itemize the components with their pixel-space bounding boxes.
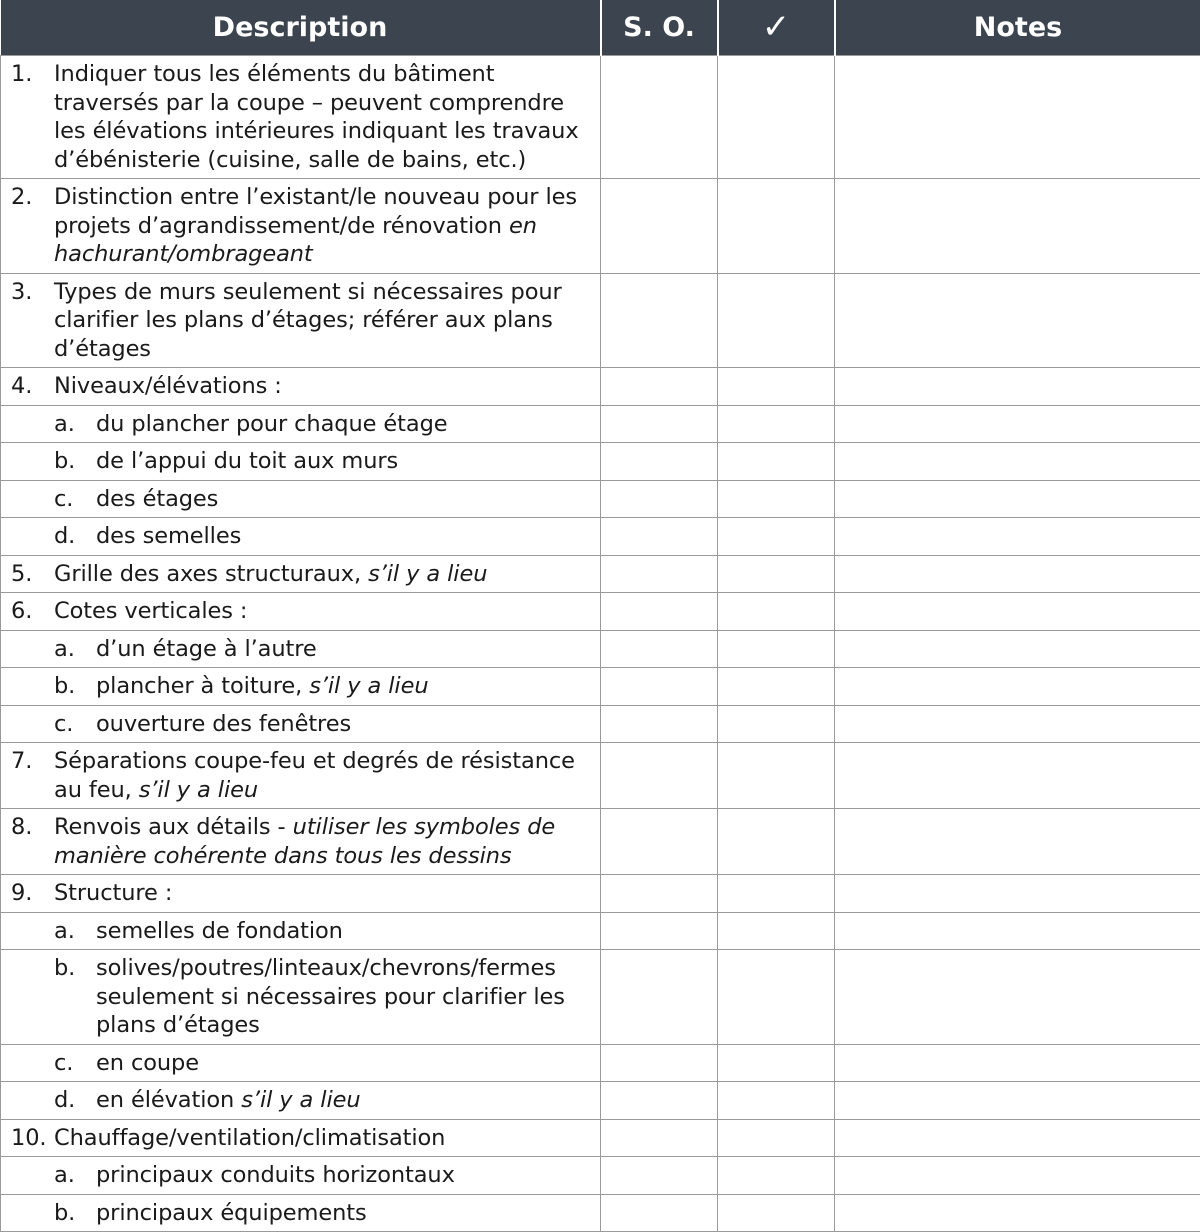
check-cell[interactable] <box>718 368 835 406</box>
so-cell[interactable] <box>601 1119 718 1157</box>
notes-cell[interactable] <box>835 875 1200 913</box>
table-row <box>1 1082 1200 1120</box>
item-text <box>96 710 351 739</box>
so-cell[interactable] <box>601 273 718 368</box>
notes-cell[interactable] <box>835 1157 1200 1195</box>
check-cell[interactable] <box>718 1194 835 1232</box>
item-text-italic: s’il y a lieu <box>368 561 487 587</box>
table-row <box>1 405 1200 443</box>
item-text-plain: en coupe <box>96 1050 199 1076</box>
item-text <box>96 1161 455 1190</box>
table-row <box>1 630 1200 668</box>
check-cell[interactable] <box>718 668 835 706</box>
item-text <box>54 597 247 626</box>
so-cell[interactable] <box>601 405 718 443</box>
check-cell[interactable] <box>718 555 835 593</box>
description-cell <box>1 518 601 556</box>
item-text-plain: Niveaux/élévations : <box>54 373 282 399</box>
notes-cell[interactable] <box>835 809 1200 875</box>
description-cell <box>1 179 601 274</box>
check-cell[interactable] <box>718 950 835 1045</box>
so-cell[interactable] <box>601 950 718 1045</box>
item-number: 5. <box>11 560 54 589</box>
item-text-plain: Renvois aux détails - <box>54 814 286 840</box>
item-text <box>96 954 594 1040</box>
check-cell[interactable] <box>718 593 835 631</box>
description-cell <box>1 593 601 631</box>
sub-item-letter: c. <box>54 710 96 739</box>
so-cell[interactable] <box>601 809 718 875</box>
notes-cell[interactable] <box>835 1044 1200 1082</box>
item-text <box>54 813 594 870</box>
check-cell[interactable] <box>718 480 835 518</box>
table-row <box>1 56 1200 179</box>
description-cell <box>1 630 601 668</box>
item-text <box>54 1124 445 1153</box>
check-cell[interactable] <box>718 1157 835 1195</box>
notes-cell[interactable] <box>835 405 1200 443</box>
so-cell[interactable] <box>601 705 718 743</box>
item-text-plain: plancher à toiture, <box>96 673 302 699</box>
so-cell[interactable] <box>601 555 718 593</box>
check-cell[interactable] <box>718 1119 835 1157</box>
notes-cell[interactable] <box>835 668 1200 706</box>
check-cell[interactable] <box>718 179 835 274</box>
check-cell[interactable] <box>718 1082 835 1120</box>
check-cell[interactable] <box>718 743 835 809</box>
notes-cell[interactable] <box>835 368 1200 406</box>
item-text-plain: d’un étage à l’autre <box>96 636 317 662</box>
description-cell <box>1 912 601 950</box>
table-row <box>1 179 1200 274</box>
item-number: 1. <box>11 60 54 174</box>
item-text-plain: principaux conduits horizontaux <box>96 1162 455 1188</box>
table-row <box>1 368 1200 406</box>
checkmark-icon: ✓ <box>762 7 791 47</box>
description-cell <box>1 555 601 593</box>
table-row <box>1 1044 1200 1082</box>
item-text <box>96 485 218 514</box>
check-cell[interactable] <box>718 705 835 743</box>
item-text-plain: Distinction entre l’existant/le nouveau pour les projets d’agrandissement/de rénovation <box>54 184 577 239</box>
description-cell <box>1 443 601 481</box>
sub-item-letter: b. <box>54 447 96 476</box>
item-text <box>96 1049 199 1078</box>
so-cell[interactable] <box>601 1194 718 1232</box>
check-cell[interactable] <box>718 630 835 668</box>
description-cell <box>1 743 601 809</box>
item-text <box>54 560 487 589</box>
table-row <box>1 1157 1200 1195</box>
description-cell <box>1 875 601 913</box>
item-number: 6. <box>11 597 54 626</box>
item-number: 3. <box>11 278 54 364</box>
description-cell <box>1 668 601 706</box>
item-number: 10. <box>11 1124 54 1153</box>
so-cell[interactable] <box>601 1044 718 1082</box>
table-row <box>1 273 1200 368</box>
item-text <box>96 522 241 551</box>
table-row <box>1 555 1200 593</box>
description-cell <box>1 1157 601 1195</box>
check-cell[interactable] <box>718 809 835 875</box>
item-text <box>96 1086 361 1115</box>
check-cell[interactable] <box>718 1044 835 1082</box>
item-text <box>96 917 343 946</box>
table-row <box>1 912 1200 950</box>
notes-cell[interactable] <box>835 1119 1200 1157</box>
item-text <box>54 183 594 269</box>
notes-cell[interactable] <box>835 1194 1200 1232</box>
item-text <box>96 672 428 701</box>
item-text-plain: du plancher pour chaque étage <box>96 411 448 437</box>
notes-cell[interactable] <box>835 518 1200 556</box>
item-number: 8. <box>11 813 54 870</box>
description-cell <box>1 1119 601 1157</box>
description-cell <box>1 480 601 518</box>
table-row <box>1 518 1200 556</box>
sub-item-letter: c. <box>54 1049 96 1078</box>
item-text <box>96 447 398 476</box>
item-text <box>54 278 594 364</box>
notes-cell[interactable] <box>835 950 1200 1045</box>
item-text <box>96 635 317 664</box>
so-cell[interactable] <box>601 368 718 406</box>
check-cell[interactable] <box>718 443 835 481</box>
notes-cell[interactable] <box>835 56 1200 179</box>
description-cell <box>1 950 601 1045</box>
notes-cell[interactable] <box>835 593 1200 631</box>
table-row <box>1 809 1200 875</box>
description-cell <box>1 1082 601 1120</box>
so-cell[interactable] <box>601 875 718 913</box>
item-text-plain: Types de murs seulement si nécessaires pour clarifier les plans d’étages; référer aux plans d’étages <box>54 279 562 362</box>
item-text <box>96 1199 367 1228</box>
so-cell[interactable] <box>601 668 718 706</box>
so-cell[interactable] <box>601 593 718 631</box>
notes-cell[interactable] <box>835 705 1200 743</box>
sub-item-letter: d. <box>54 522 96 551</box>
so-cell[interactable] <box>601 743 718 809</box>
notes-cell[interactable] <box>835 630 1200 668</box>
so-cell[interactable] <box>601 912 718 950</box>
description-cell <box>1 809 601 875</box>
item-text-italic: s’il y a lieu <box>139 777 258 803</box>
description-cell <box>1 405 601 443</box>
item-text-plain: en élévation <box>96 1087 234 1113</box>
item-text <box>54 747 594 804</box>
description-cell <box>1 273 601 368</box>
item-text-plain: Grille des axes structuraux, <box>54 561 361 587</box>
check-cell[interactable] <box>718 912 835 950</box>
sub-item-letter: a. <box>54 410 96 439</box>
table-row <box>1 480 1200 518</box>
description-cell <box>1 705 601 743</box>
so-cell[interactable] <box>601 179 718 274</box>
table-row <box>1 950 1200 1045</box>
table-row <box>1 593 1200 631</box>
item-text-plain: des semelles <box>96 523 241 549</box>
description-cell <box>1 368 601 406</box>
item-text-plain: Structure : <box>54 880 172 906</box>
sub-item-letter: a. <box>54 1161 96 1190</box>
item-text-italic: utiliser les symboles de manière cohérente dans tous les dessins <box>54 814 555 869</box>
sub-item-letter: d. <box>54 1086 96 1115</box>
sub-item-letter: a. <box>54 917 96 946</box>
sub-item-letter: a. <box>54 635 96 664</box>
so-cell[interactable] <box>601 1157 718 1195</box>
item-text-italic: s’il y a lieu <box>309 673 428 699</box>
sub-item-letter: b. <box>54 672 96 701</box>
check-cell[interactable] <box>718 56 835 179</box>
item-text-plain: Séparations coupe-feu et degrés de résistance au feu, <box>54 748 575 803</box>
table-row <box>1 705 1200 743</box>
description-cell <box>1 1044 601 1082</box>
item-text-plain: des étages <box>96 486 218 512</box>
check-cell[interactable] <box>718 518 835 556</box>
item-text-plain: Chauffage/ventilation/climatisation <box>54 1125 445 1151</box>
so-cell[interactable] <box>601 56 718 179</box>
header-row <box>1 0 1200 56</box>
item-text <box>54 372 282 401</box>
check-cell[interactable] <box>718 273 835 368</box>
item-text-plain: Cotes verticales : <box>54 598 247 624</box>
item-text-plain: Indiquer tous les éléments du bâtiment traversés par la coupe – peuvent comprendre les élévations intérieures indiquant les travaux d’ébénisterie (cuisine, salle de bains, etc.) <box>54 61 579 173</box>
item-text <box>54 60 594 174</box>
notes-cell[interactable] <box>835 912 1200 950</box>
description-cell <box>1 1194 601 1232</box>
item-text-plain: de l’appui du toit aux murs <box>96 448 398 474</box>
item-text <box>96 410 448 439</box>
item-number: 2. <box>11 183 54 269</box>
notes-cell[interactable] <box>835 273 1200 368</box>
notes-cell[interactable] <box>835 555 1200 593</box>
item-number: 9. <box>11 879 54 908</box>
item-number: 4. <box>11 372 54 401</box>
notes-cell[interactable] <box>835 179 1200 274</box>
item-text-plain: principaux équipements <box>96 1200 367 1226</box>
item-number: 7. <box>11 747 54 804</box>
so-cell[interactable] <box>601 630 718 668</box>
column-header-notes: Notes <box>835 0 1200 56</box>
item-text-plain: ouverture des fenêtres <box>96 711 351 737</box>
sub-item-letter: c. <box>54 485 96 514</box>
so-cell[interactable] <box>601 518 718 556</box>
notes-cell[interactable] <box>835 1082 1200 1120</box>
item-text-plain: semelles de fondation <box>96 918 343 944</box>
so-cell[interactable] <box>601 480 718 518</box>
column-header-so: S. O. <box>601 0 718 56</box>
table-row <box>1 1119 1200 1157</box>
sub-item-letter: b. <box>54 1199 96 1228</box>
sub-item-letter: b. <box>54 954 96 1040</box>
table-row <box>1 443 1200 481</box>
column-header-description: Description <box>1 0 601 56</box>
table-row <box>1 743 1200 809</box>
so-cell[interactable] <box>601 1082 718 1120</box>
item-text-italic: en hachurant/ombrageant <box>54 213 537 268</box>
notes-cell[interactable] <box>835 443 1200 481</box>
item-text-plain: solives/poutres/linteaux/chevrons/fermes seulement si nécessaires pour clarifier les plans d’étages <box>96 955 565 1038</box>
so-cell[interactable] <box>601 443 718 481</box>
table-row <box>1 668 1200 706</box>
table-row <box>1 875 1200 913</box>
item-text <box>54 879 172 908</box>
table-row <box>1 1194 1200 1232</box>
column-header-check <box>718 0 835 56</box>
check-cell[interactable] <box>718 875 835 913</box>
notes-cell[interactable] <box>835 480 1200 518</box>
check-cell[interactable] <box>718 405 835 443</box>
description-cell <box>1 56 601 179</box>
notes-cell[interactable] <box>835 743 1200 809</box>
item-text-italic: s’il y a lieu <box>241 1087 360 1113</box>
